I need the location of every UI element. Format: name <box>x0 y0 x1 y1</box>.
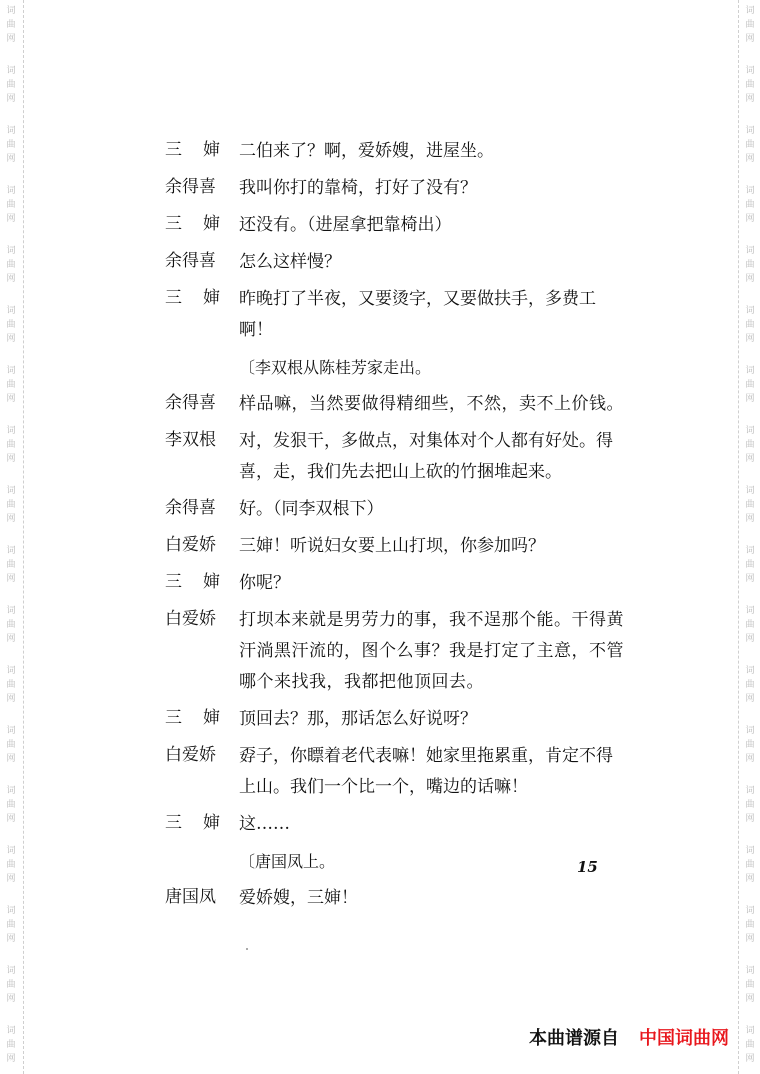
watermark-char: 网 <box>745 214 755 224</box>
dialogue-line: 顶回去？那，那话怎么好说呀？ <box>239 709 477 729</box>
watermark-char: 曲 <box>745 440 755 450</box>
watermark-mark <box>742 904 758 946</box>
speaker: 余得喜 <box>165 393 216 413</box>
watermark-mark <box>742 664 758 706</box>
watermark-char: 词 <box>6 186 16 196</box>
watermark-char: 网 <box>6 754 16 764</box>
watermark-char: 网 <box>6 934 16 944</box>
watermark-char: 曲 <box>745 20 755 30</box>
watermark-char: 曲 <box>6 1040 16 1050</box>
speaker: 余得喜 <box>165 177 216 197</box>
dialogue-line: 还没有。（进屋拿把靠椅出） <box>239 215 452 235</box>
watermark-char: 网 <box>6 94 16 104</box>
watermark-char: 网 <box>745 934 755 944</box>
watermark-char: 词 <box>745 966 755 976</box>
watermark-char: 词 <box>745 606 755 616</box>
dialogue-row <box>165 426 625 488</box>
watermark-mark <box>742 1024 758 1066</box>
watermark-char: 词 <box>745 786 755 796</box>
watermark-mark <box>3 964 19 1006</box>
watermark-mark <box>3 724 19 766</box>
dialogue-line: 爱娇嫂，三婶！ <box>239 888 358 908</box>
watermark-char: 曲 <box>745 380 755 390</box>
watermark-char: 网 <box>745 874 755 884</box>
watermark-char: 曲 <box>6 620 16 630</box>
speaker: 白爱娇 <box>165 609 216 629</box>
watermark-mark <box>742 244 758 286</box>
speaker: 白爱娇 <box>165 745 216 765</box>
watermark-char: 曲 <box>745 800 755 810</box>
watermark-char: 词 <box>6 786 16 796</box>
watermark-char: 网 <box>745 994 755 1004</box>
watermark-char: 曲 <box>6 740 16 750</box>
watermark-char: 网 <box>745 454 755 464</box>
scan-speck <box>246 948 248 950</box>
watermark-mark <box>3 124 19 166</box>
watermark-char: 网 <box>6 274 16 284</box>
watermark-char: 曲 <box>6 920 16 930</box>
watermark-char: 词 <box>6 126 16 136</box>
dialogue-line: 二伯来了？啊，爱娇嫂，进屋坐。 <box>239 141 494 161</box>
watermark-char: 词 <box>6 726 16 736</box>
watermark-mark <box>742 364 758 406</box>
dialogue-row <box>165 389 625 420</box>
watermark-char: 网 <box>6 634 16 644</box>
watermark-char: 网 <box>6 454 16 464</box>
watermark-mark <box>742 724 758 766</box>
watermark-char: 词 <box>745 6 755 16</box>
watermark-char: 曲 <box>745 860 755 870</box>
watermark-char: 词 <box>745 426 755 436</box>
speaker: 余得喜 <box>165 251 216 271</box>
watermark-mark <box>742 4 758 46</box>
watermark-char: 曲 <box>6 320 16 330</box>
watermark-char: 曲 <box>6 20 16 30</box>
dialogue-row <box>165 531 625 562</box>
watermark-char: 网 <box>6 154 16 164</box>
watermark-char: 网 <box>745 34 755 44</box>
watermark-mark <box>3 784 19 826</box>
dialogue-line: 三婶！听说妇女要上山打坝，你参加吗？ <box>239 536 545 556</box>
watermark-char: 曲 <box>6 560 16 570</box>
watermark-char: 词 <box>6 666 16 676</box>
watermark-mark <box>742 304 758 346</box>
watermark-mark <box>742 184 758 226</box>
watermark-char: 曲 <box>6 860 16 870</box>
speaker: 唐国凤 <box>165 887 216 907</box>
watermark-char: 词 <box>6 66 16 76</box>
dialogue-line: 这…… <box>239 814 290 834</box>
dialogue-row <box>165 136 625 167</box>
watermark-mark <box>3 304 19 346</box>
watermark-mark <box>742 124 758 166</box>
watermark-char: 词 <box>6 1026 16 1036</box>
watermark-char: 网 <box>745 154 755 164</box>
watermark-mark <box>3 664 19 706</box>
watermark-char: 曲 <box>6 80 16 90</box>
watermark-char: 曲 <box>745 260 755 270</box>
dialogue-line: 对，发狠干，多做点，对集体对个人都有好处。得喜，走，我们先去把山上砍的竹捆堆起来。 <box>239 431 613 482</box>
watermark-mark <box>3 484 19 526</box>
watermark-mark <box>3 904 19 946</box>
watermark-char: 词 <box>6 486 16 496</box>
watermark-mark <box>3 364 19 406</box>
dialogue-line: 怎么这样慢？ <box>239 252 341 272</box>
watermark-char: 网 <box>6 394 16 404</box>
watermark-mark <box>3 1024 19 1066</box>
watermark-char: 曲 <box>745 980 755 990</box>
script-body <box>165 136 625 920</box>
watermark-mark <box>742 544 758 586</box>
right-margin-line <box>738 0 739 1074</box>
watermark-mark <box>3 184 19 226</box>
watermark-char: 词 <box>6 246 16 256</box>
dialogue-row <box>165 809 625 840</box>
watermark-char: 曲 <box>745 200 755 210</box>
watermark-char: 网 <box>6 334 16 344</box>
dialogue-row <box>165 494 625 525</box>
watermark-char: 网 <box>6 574 16 584</box>
speaker: 余得喜 <box>165 498 216 518</box>
dialogue-line: 好。（同李双根下） <box>239 499 384 519</box>
dialogue-row <box>165 210 625 241</box>
watermark-char: 词 <box>6 546 16 556</box>
speaker: 三婶 <box>165 708 241 728</box>
watermark-mark <box>3 544 19 586</box>
watermark-mark <box>742 784 758 826</box>
watermark-char: 词 <box>745 66 755 76</box>
watermark-char: 网 <box>6 514 16 524</box>
watermark-char: 词 <box>6 906 16 916</box>
watermark-mark <box>3 604 19 646</box>
watermark-char: 曲 <box>745 1040 755 1050</box>
watermark-char: 网 <box>6 694 16 704</box>
watermark-char: 词 <box>6 366 16 376</box>
watermark-char: 网 <box>6 874 16 884</box>
watermark-char: 曲 <box>6 500 16 510</box>
watermark-char: 曲 <box>6 260 16 270</box>
watermark-mark <box>3 244 19 286</box>
watermark-char: 词 <box>6 426 16 436</box>
dialogue-line: 我叫你打的靠椅，打好了没有？ <box>239 178 477 198</box>
watermark-char: 词 <box>745 486 755 496</box>
watermark-mark <box>742 64 758 106</box>
speaker: 三婶 <box>165 288 241 308</box>
speaker: 三婶 <box>165 140 241 160</box>
watermark-char: 曲 <box>745 140 755 150</box>
watermark-char: 网 <box>745 274 755 284</box>
dialogue-row <box>165 605 625 698</box>
speaker: 三婶 <box>165 214 241 234</box>
watermark-char: 网 <box>745 694 755 704</box>
watermark-char: 网 <box>745 334 755 344</box>
watermark-mark <box>742 844 758 886</box>
watermark-mark <box>742 484 758 526</box>
speaker: 李双根 <box>165 430 216 450</box>
watermark-char: 曲 <box>6 800 16 810</box>
watermark-char: 词 <box>6 846 16 856</box>
watermark-char: 词 <box>745 126 755 136</box>
dialogue-row <box>165 568 625 599</box>
watermark-char: 曲 <box>6 200 16 210</box>
watermark-char: 曲 <box>745 920 755 930</box>
left-margin-line <box>23 0 24 1074</box>
watermark-char: 词 <box>6 6 16 16</box>
watermark-char: 词 <box>745 846 755 856</box>
speaker: 三婶 <box>165 572 241 592</box>
watermark-char: 曲 <box>6 440 16 450</box>
watermark-mark <box>3 844 19 886</box>
watermark-char: 词 <box>745 1026 755 1036</box>
watermark-char: 网 <box>6 814 16 824</box>
watermark-char: 词 <box>6 606 16 616</box>
watermark-char: 词 <box>745 366 755 376</box>
watermark-char: 网 <box>6 1054 16 1064</box>
watermark-char: 曲 <box>745 620 755 630</box>
watermark-char: 词 <box>6 306 16 316</box>
watermark-mark <box>3 4 19 46</box>
dialogue-row <box>165 883 625 914</box>
speaker: 白爱娇 <box>165 535 216 555</box>
watermark-char: 网 <box>745 394 755 404</box>
watermark-char: 曲 <box>6 680 16 690</box>
page-number: 15 <box>577 858 598 876</box>
watermark-char: 曲 <box>745 740 755 750</box>
watermark-mark <box>742 424 758 466</box>
watermark-char: 曲 <box>745 500 755 510</box>
right-watermark-column <box>742 0 758 1074</box>
watermark-char: 曲 <box>745 80 755 90</box>
dialogue-line: 样品嘛，当然要做得精细些，不然，卖不上价钱。 <box>239 394 624 414</box>
watermark-char: 词 <box>6 966 16 976</box>
watermark-mark <box>3 64 19 106</box>
watermark-char: 网 <box>745 574 755 584</box>
left-watermark-column <box>3 0 19 1074</box>
watermark-char: 曲 <box>6 980 16 990</box>
watermark-char: 网 <box>6 994 16 1004</box>
watermark-char: 曲 <box>745 560 755 570</box>
speaker: 三婶 <box>165 813 241 833</box>
stage-direction: 〔唐国凤上。 <box>239 852 336 871</box>
watermark-char: 网 <box>745 814 755 824</box>
watermark-char: 网 <box>745 754 755 764</box>
watermark-char: 词 <box>745 726 755 736</box>
footer-source-label: 本曲谱源自 <box>529 1028 619 1049</box>
watermark-char: 网 <box>745 94 755 104</box>
watermark-mark <box>742 964 758 1006</box>
watermark-char: 曲 <box>6 380 16 390</box>
watermark-char: 词 <box>745 186 755 196</box>
watermark-char: 曲 <box>6 140 16 150</box>
footer-site-link[interactable]: 中国词曲网 <box>639 1028 729 1049</box>
dialogue-row <box>165 704 625 735</box>
dialogue-row <box>165 284 625 346</box>
watermark-char: 网 <box>745 1054 755 1064</box>
dialogue-line: 打坝本来就是男劳力的事，我不逞那个能。干得黄汗淌黑汗流的，图个么事？我是打定了主意，不管哪个来找我，我都把他顶回去。 <box>239 610 624 692</box>
watermark-char: 词 <box>745 666 755 676</box>
watermark-char: 词 <box>745 906 755 916</box>
watermark-char: 词 <box>745 546 755 556</box>
watermark-char: 曲 <box>745 680 755 690</box>
dialogue-row <box>165 173 625 204</box>
watermark-char: 网 <box>745 634 755 644</box>
dialogue-row <box>165 247 625 278</box>
watermark-mark <box>3 424 19 466</box>
watermark-char: 曲 <box>745 320 755 330</box>
dialogue-line: 你呢？ <box>239 573 290 593</box>
watermark-char: 词 <box>745 306 755 316</box>
watermark-mark <box>742 604 758 646</box>
watermark-char: 网 <box>6 214 16 224</box>
dialogue-row <box>165 741 625 803</box>
watermark-char: 词 <box>745 246 755 256</box>
stage-direction: 〔李双根从陈桂芳家走出。 <box>239 358 432 377</box>
watermark-char: 网 <box>745 514 755 524</box>
watermark-char: 网 <box>6 34 16 44</box>
dialogue-line: 孬子，你瞟着老代表嘛！她家里拖累重，肯定不得上山。我们一个比一个，嘴边的话嘛！ <box>239 746 613 797</box>
dialogue-line: 昨晚打了半夜，又要烫字，又要做扶手，多费工啊！ <box>239 289 596 340</box>
